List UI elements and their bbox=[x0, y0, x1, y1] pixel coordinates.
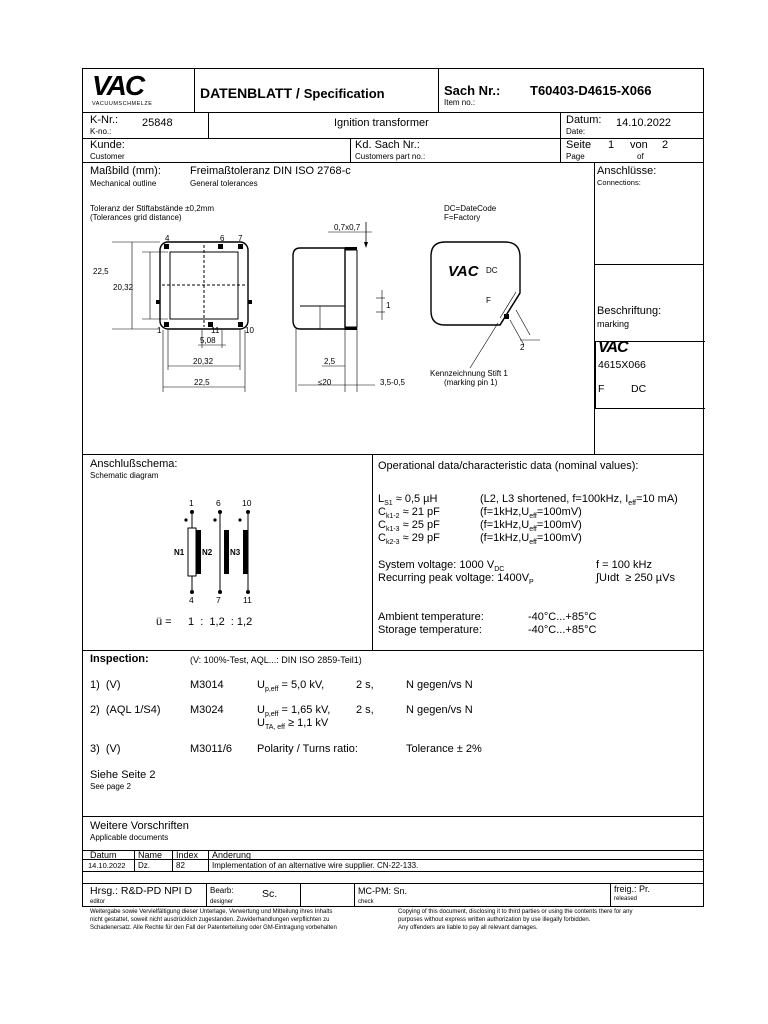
storage-temp-label: Storage temperature: bbox=[378, 624, 482, 636]
grid-tolerance-en: (Tolerances grid distance) bbox=[90, 213, 182, 222]
schematic-diagram bbox=[160, 495, 270, 605]
pin-label-4: 4 bbox=[165, 234, 170, 243]
rule bbox=[300, 883, 301, 907]
rule bbox=[82, 650, 704, 651]
pin-marker bbox=[164, 244, 169, 249]
polarity-dot bbox=[238, 518, 241, 521]
pin-marker bbox=[164, 322, 169, 327]
marking-logo: VAC bbox=[448, 263, 479, 280]
ratio-label: ü = bbox=[156, 616, 172, 628]
schema-pin-bottom-11: 11 bbox=[243, 595, 252, 605]
inspection-title: Inspection: bbox=[90, 653, 149, 665]
editor-label: editor bbox=[90, 899, 106, 905]
marking-box-f: F bbox=[598, 383, 605, 395]
marking-en: marking bbox=[597, 319, 630, 329]
inspection-result-1: N gegen/vs N bbox=[406, 679, 473, 691]
dim-20-32: 20,32 bbox=[113, 283, 134, 292]
legal-de-3: Schadenersatz. Alle Rechte für den Fall der Patenterteilung oder GM-Eintragung vorbehalten bbox=[90, 925, 337, 931]
rule bbox=[134, 850, 135, 871]
inspection-num-1: 1) (V) bbox=[90, 679, 121, 691]
customer-label: Customer bbox=[90, 152, 125, 161]
pin-label-1: 1 bbox=[157, 326, 162, 335]
inspection-polarity: Polarity / Turns ratio: bbox=[257, 743, 358, 755]
rule bbox=[82, 454, 704, 455]
polarity-dot bbox=[184, 518, 187, 521]
factory-legend: F=Factory bbox=[444, 213, 481, 222]
legal-en-3: Any offenders are liable to pay all relevant damages. bbox=[398, 925, 538, 931]
dim-0-7: 0,7x0,7 bbox=[334, 223, 361, 232]
rule bbox=[82, 871, 704, 872]
dim-20-32b: 20,32 bbox=[193, 357, 214, 366]
inspection-tolerance: Tolerance ± 2% bbox=[406, 743, 482, 755]
applicable-docs-title: Weitere Vorschriften bbox=[90, 820, 189, 832]
mech-title-en: Mechanical outline bbox=[90, 179, 157, 188]
param-ls1-cond: (L2, L3 shortened, f=100kHz, $I_{eff}=10$ mA) bbox=[480, 493, 678, 508]
see-page: See page 2 bbox=[90, 782, 131, 791]
marking-view-body bbox=[431, 242, 520, 325]
pin-marker bbox=[248, 300, 252, 304]
schema-pin-top-6: 6 bbox=[216, 498, 221, 508]
logo-subtitle: VACUUMSCHMELZE bbox=[92, 101, 153, 107]
legal-en-1: Copying of this document, disclosing it to third parties or using the contents there for any bbox=[398, 909, 633, 915]
schema-pin-top-10: 10 bbox=[242, 498, 252, 508]
arrow bbox=[364, 242, 368, 248]
storage-temp-value: -40°C...+85°C bbox=[528, 624, 597, 636]
dim-le20: ≤20 bbox=[318, 378, 332, 387]
inspection-result-2: N gegen/vs N bbox=[406, 704, 473, 716]
page-title: DATENBLATT / Specification bbox=[200, 85, 385, 101]
inspection-note: (V: 100%-Test, AQL...: DIN ISO 2859-Teil1) bbox=[190, 655, 362, 665]
winding-label-n2: N2 bbox=[202, 548, 213, 557]
pin1-note-en: (marking pin 1) bbox=[444, 378, 498, 387]
grid-tolerance: Toleranz der Stiftabstände ±0,2mm bbox=[90, 204, 215, 213]
k-nr-label: K-Nr.: bbox=[90, 114, 119, 126]
pin1-marker bbox=[504, 314, 509, 319]
param-ck13: $C_{k1-3} \approx 25$ pF bbox=[378, 519, 440, 534]
change-description: Implementation of an alternative wire supplier. CN-22-133. bbox=[212, 861, 419, 870]
rule bbox=[372, 454, 373, 650]
dim-1: 1 bbox=[386, 301, 391, 310]
page-label: Page bbox=[566, 152, 585, 161]
pin-marker bbox=[156, 300, 160, 304]
inspection-num-2: 2) (AQL 1/S4) bbox=[90, 704, 161, 716]
von-label: von bbox=[630, 139, 648, 151]
inspection-voltage-1: $U_{p,eff} = 5,0$ kV, bbox=[257, 679, 325, 694]
recurring-peak-voltage: Recurring peak voltage: $1400V_P$ bbox=[378, 572, 534, 587]
legal-en-2: purposes without express written authorization by use illegally forbidden. bbox=[398, 917, 591, 923]
date-label: Date: bbox=[566, 127, 586, 136]
dim-3-5: 3,5-0,5 bbox=[380, 378, 405, 387]
inspection-num-3: 3) (V) bbox=[90, 743, 121, 755]
dim-22-5: 22,5 bbox=[93, 267, 109, 276]
rule bbox=[610, 883, 611, 907]
customer-part-label: Customers part no.: bbox=[355, 152, 426, 161]
mech-title: Maßbild (mm): bbox=[90, 165, 161, 177]
released-value: freig.: Pr. bbox=[614, 884, 651, 894]
sach-nr-label: Sach Nr.: bbox=[444, 83, 501, 98]
editor-value: Hrsg.: R&D-PD NPI D bbox=[90, 885, 193, 897]
rule bbox=[350, 138, 351, 162]
item-no-label: Item no.: bbox=[444, 98, 476, 107]
rule bbox=[206, 883, 207, 907]
mechanical-drawing bbox=[82, 162, 594, 454]
kunde-label: Kunde: bbox=[90, 139, 125, 151]
ratio-value: 1 : 1,2 : 1,2 bbox=[188, 616, 253, 628]
rule bbox=[82, 816, 704, 817]
pin-label-11: 11 bbox=[211, 326, 220, 335]
pin-label-6: 6 bbox=[220, 234, 225, 243]
schema-pin-bottom-7: 7 bbox=[216, 595, 221, 605]
frequency: f = 100 kHz bbox=[596, 559, 652, 571]
applicable-docs-en: Applicable documents bbox=[90, 833, 169, 842]
winding-n1 bbox=[196, 530, 201, 574]
rule bbox=[82, 112, 704, 113]
pin-lead bbox=[345, 327, 357, 330]
schema-title: Anschlußschema: bbox=[90, 458, 178, 470]
rule bbox=[594, 162, 595, 454]
rule bbox=[438, 68, 439, 112]
change-date: 14.10.2022 bbox=[88, 861, 126, 870]
rule bbox=[172, 850, 173, 871]
siehe-seite: Siehe Seite 2 bbox=[90, 769, 156, 781]
rule bbox=[194, 68, 195, 112]
ambient-temp-label: Ambient temperature: bbox=[378, 611, 484, 623]
marking-dc: DC bbox=[486, 266, 498, 275]
param-ck23: $C_{k2-3} \approx 29$ pF bbox=[378, 532, 440, 547]
date-value: 14.10.2022 bbox=[616, 117, 672, 129]
designer-value: Sc. bbox=[262, 888, 278, 900]
rule bbox=[208, 850, 209, 871]
check-label: check bbox=[358, 899, 374, 905]
check-value: MC-PM: Sn. bbox=[358, 886, 408, 896]
seite-label: Seite bbox=[566, 139, 592, 151]
operational-title: Operational data/characteristic data (nominal values): bbox=[378, 460, 639, 472]
marking-part-no: 4615X066 bbox=[598, 359, 646, 371]
rule bbox=[354, 883, 355, 907]
k-no-label: K-no.: bbox=[90, 127, 112, 136]
logo-text: VAC bbox=[92, 70, 144, 101]
pin-marker bbox=[218, 244, 223, 249]
dim-22-5b: 22,5 bbox=[194, 378, 210, 387]
dim-5-08: 5,08 bbox=[200, 336, 216, 345]
winding-n3 bbox=[243, 530, 248, 574]
dim-2-5: 2,5 bbox=[324, 357, 336, 366]
side-view-body bbox=[293, 248, 345, 329]
k-nr-value: 25848 bbox=[142, 117, 173, 129]
inspection-time-2: 2 s, bbox=[356, 704, 374, 716]
winding-label-n1: N1 bbox=[174, 548, 185, 557]
inspection-code-2: M3024 bbox=[190, 704, 224, 716]
pin-label-10: 10 bbox=[245, 326, 254, 335]
datecode-legend: DC=DateCode bbox=[444, 204, 497, 213]
datum-label: Datum: bbox=[566, 114, 602, 126]
item-number: T60403-D4615-X066 bbox=[530, 83, 652, 98]
marking-title: Beschriftung: bbox=[597, 305, 662, 317]
param-ls1: $L_{S1} \approx 0,5$ µH bbox=[378, 493, 438, 508]
dim-2: 2 bbox=[520, 343, 525, 352]
connections-en: Connections: bbox=[597, 178, 641, 187]
change-header-aenderung: Änderung bbox=[212, 850, 252, 860]
change-header-name: Name bbox=[138, 850, 163, 860]
pin-lead bbox=[345, 247, 357, 250]
kd-sach-label: Kd. Sach Nr.: bbox=[355, 139, 420, 151]
designer-label-de: Bearb: bbox=[210, 886, 234, 895]
inspection-voltage-2: $U_{p,eff} = 1,65$ kV, bbox=[257, 704, 331, 719]
system-voltage: System voltage: 1000 $V_{DC}$ bbox=[378, 559, 505, 574]
schema-pin-bottom-4: 4 bbox=[189, 595, 194, 605]
product-name: Ignition transformer bbox=[334, 117, 429, 129]
ambient-temp-value: -40°C...+85°C bbox=[528, 611, 597, 623]
winding-n2 bbox=[224, 530, 229, 574]
schema-title-en: Schematic diagram bbox=[90, 471, 159, 480]
voltage-time-integral: ∫Uıdt ≥ 250 µVs bbox=[596, 572, 675, 584]
pin1-note: Kennzeichnung Stift 1 bbox=[430, 369, 508, 378]
connections-title: Anschlüsse: bbox=[597, 165, 657, 177]
change-header-datum: Datum bbox=[90, 850, 117, 860]
param-ck12-cond: $(f=1kHz,U_{eff}=100mV)$ bbox=[480, 506, 582, 521]
polarity-dot bbox=[213, 518, 216, 521]
inspection-code-3: M3011/6 bbox=[190, 743, 232, 755]
pin-marker bbox=[238, 244, 243, 249]
released-label: released bbox=[614, 896, 638, 902]
vac-logo bbox=[86, 72, 190, 110]
schema-pin-top-1: 1 bbox=[189, 498, 194, 508]
pin-label-7: 7 bbox=[238, 234, 243, 243]
param-ck13-cond: $(f=1kHz,U_{eff}=100mV)$ bbox=[480, 519, 582, 534]
param-ck23-cond: $(f=1kHz,U_{eff}=100mV)$ bbox=[480, 532, 582, 547]
rule bbox=[208, 112, 209, 138]
param-ck12: $C_{k1-2} \approx 21$ pF bbox=[378, 506, 440, 521]
pin-marker bbox=[238, 322, 243, 327]
rule bbox=[560, 112, 561, 162]
page-number: 1 bbox=[608, 139, 615, 151]
marking-box-dc: DC bbox=[631, 383, 647, 395]
designer-label: designer bbox=[210, 899, 234, 905]
winding-label-n3: N3 bbox=[230, 548, 241, 557]
inspection-code-1: M3014 bbox=[190, 679, 224, 691]
inspection-time-1: 2 s, bbox=[356, 679, 374, 691]
marking-box-logo: VAC bbox=[598, 339, 628, 356]
page-total: 2 bbox=[662, 139, 669, 151]
change-header-index: Index bbox=[176, 850, 199, 860]
inspection-uta: $U_{TA, eff} \ge 1,1$ kV bbox=[257, 717, 329, 732]
of-label: of bbox=[637, 152, 644, 161]
tolerance-title-en: General tolerances bbox=[190, 179, 258, 188]
rule bbox=[594, 264, 704, 265]
legal-de-2: nicht gestattet, soweit nicht ausdrücklich zugestanden. Zuwiderhandlungen verpflichten zu bbox=[90, 917, 330, 923]
marking-f: F bbox=[486, 296, 491, 305]
change-name: Dz. bbox=[138, 861, 150, 870]
tolerance-title: Freimaßtoleranz DIN ISO 2768-c bbox=[190, 165, 351, 177]
legal-de-1: Weitergabe sowie Vervielfältigung dieser Unterlage, Verwertung und Mitteilung ihres Inhalts bbox=[90, 909, 333, 915]
change-index: 82 bbox=[176, 861, 185, 870]
